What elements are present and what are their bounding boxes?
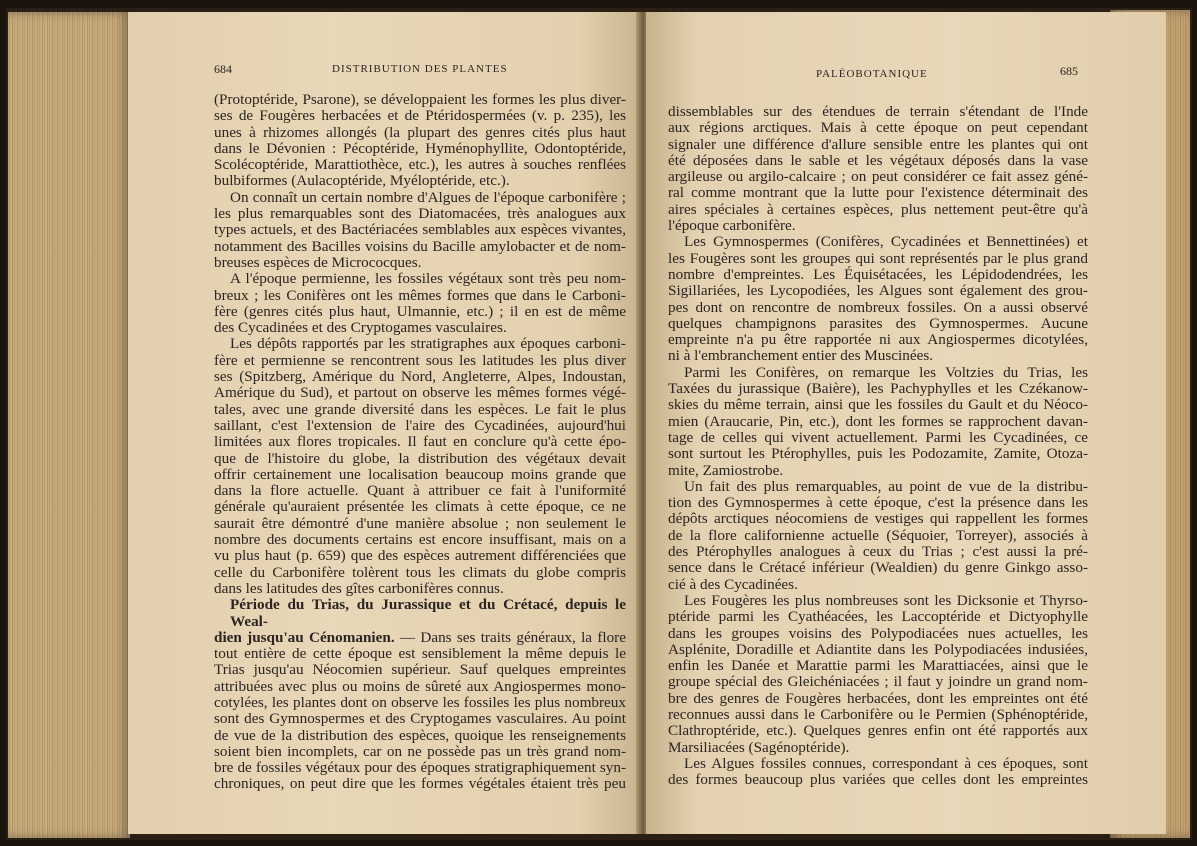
text-line: tout entière de cette époque est sensiblement la même depuis le (214, 645, 626, 663)
text-line: Marsiliacées (Sagénoptéride). (668, 738, 850, 756)
page-edges-left (8, 12, 130, 838)
text-line: ses (Spitzberg, Amérique du Nord, Angleterre, Alpes, Indoustan, (214, 368, 626, 386)
text-line: Sigillariées, les Lycopodiées, les Algues sont également des grou- (668, 282, 1088, 300)
right-body-text (668, 104, 1088, 788)
section-heading: Période du Trias, du Jurassique et du Crétacé, depuis le Weal- (230, 596, 626, 630)
text-line: Scolécoptéride, Marattiothèce, etc.), les autres à souches renflées (214, 156, 626, 174)
text-line: été déposées dans le sable et les végétaux déposés dans la vase (668, 151, 1088, 169)
text-line: ses de Fougères herbacées et de Ptéridospermées (v. p. 235), les (214, 107, 626, 125)
text-line: argileuse ou argilo-calcaire ; on peut considérer ce fait assez géné- (668, 168, 1088, 186)
text-line: breux ; les Conifères ont les mêmes formes que dans le Carboni- (214, 286, 626, 304)
text-line: nombre d'empreintes. Les Équisétacées, les Lépidodendrées, les (668, 265, 1088, 283)
text-line: attribuées avec plus ou moins de sûreté aux Angiospermes mono- (214, 677, 626, 695)
text-line: mien (Araucarie, Pin, etc.), dont les formes se rapprochent davan- (668, 412, 1088, 430)
text-line: Amérique du Sud), et partout on observe les mêmes formes végé- (214, 384, 626, 402)
text-line: signaler une différence d'allure sensible entre les plantes qui ont (668, 135, 1088, 153)
left-body-text (214, 92, 626, 793)
text-line: pes dont on rencontre de nombreux fossiles. On a aussi observé (668, 298, 1088, 316)
text-line: l'époque carbonifère. (668, 217, 796, 235)
text-line: dissemblables sur des étendues de terrain s'étendant de l'Inde (668, 103, 1088, 120)
text-line-segment: — Dans ses traits généraux, la flore (399, 628, 626, 646)
text-line: ptéride parmi les Cyathéacées, les Laccoptéride et Dictyophylle (668, 608, 1088, 626)
text-line: les Fougères sont les groupes qui sont représentés par le plus grand (668, 249, 1088, 267)
text-line: unes à rhizomes allongés (la plupart des genres cités plus haut (214, 123, 626, 141)
text-line: cotylées, les plantes dont on observe les fossiles les plus nombreux (214, 693, 626, 711)
left-page-number: 684 (214, 62, 232, 76)
text-line: groupe spécial des Gleichéniacées ; il faut y joindre un grand nom- (668, 673, 1088, 691)
left-running-head: DISTRIBUTION DES PLANTES (332, 63, 508, 75)
text-line: sence dans le Crétacé inférieur (Wealdien) du genre Ginkgo asso- (668, 559, 1088, 577)
text-line: types actuels, et des Bactériacées semblables aux espèces vivantes, (214, 221, 626, 239)
left-page (128, 12, 640, 834)
text-line: dans la flore actuelle. Quant à attribuer ce fait à l'uniformité (214, 482, 626, 500)
text-line: bre de fossiles végétaux pour des époques stratigraphiquement syn- (214, 759, 626, 777)
text-line: fère (genres cités plus haut, Ulmannie, etc.) ; il en est de même (214, 302, 626, 320)
text-line: aux régions arctiques. Mais à cette époque on peut cependant (668, 119, 1088, 137)
text-line: offrir certainement une localisation beaucoup moins grande que (214, 465, 626, 483)
text-line: vu plus haut (p. 659) que des espèces autrement différenciées que (214, 547, 626, 565)
text-line: tion des Gymnospermes à cette époque, c'est la présence dans les (668, 494, 1088, 512)
right-page (646, 12, 1166, 834)
text-line: Les Fougères les plus nombreuses sont les Dicksonie et Thyrso- (684, 591, 1088, 609)
text-line: breuses espèces de Micrococques. (214, 253, 422, 271)
text-line: mite, Zamiostrobe. (668, 461, 784, 479)
text-line: soient bien incomplets, car on ne possède pas un très grand nom- (214, 742, 626, 760)
text-line: des Ptérophylles analogues à ceux du Trias ; c'est aussi la pré- (668, 543, 1088, 561)
text-line: que de l'histoire du globe, la distribution des végétaux devait (214, 449, 626, 467)
section-heading-continued: dien jusqu'au Cénomanien. (214, 628, 395, 646)
text-line: empreinte n'a pu être rapportée ni aux Angiospermes dicotylées, (668, 331, 1088, 349)
text-line: dans le Dévonien : Pécoptéride, Hyménophyllite, Odontoptéride, (214, 139, 626, 157)
text-line: ni à l'embranchement entier des Muscinées. (668, 347, 934, 365)
text-line: bulbiformes (Aulacoptéride, Myéloptéride, etc.). (214, 172, 510, 190)
text-line: Un fait des plus remarquables, au point de vue de la distribu- (684, 477, 1088, 495)
right-page-number: 685 (1060, 64, 1078, 78)
text-line: fère et permienne se rencontrent sous les latitudes les plus diver (214, 351, 626, 369)
text-line: Parmi les Conifères, on remarque les Voltzies du Trias, les (684, 363, 1088, 381)
text-line: saillant, c'est l'extension de l'aire des Cycadinées, aujourd'hui (214, 416, 626, 434)
text-line: dans les latitudes des gîtes carbonifères connus. (214, 579, 504, 597)
text-line: de vue de la distribution des espèces, quoique les renseignements (214, 726, 626, 744)
text-line: aires spéciales à certaines espèces, plus nettement peut-être qu'à (668, 200, 1088, 218)
text-line: Les dépôts rapportés par les stratigraphes aux époques carboni- (230, 335, 626, 353)
text-line: enfin les Danée et Marattie parmi les Marattiacées, ainsi que le (668, 657, 1088, 675)
text-line: cié à des Cycadinées. (668, 575, 798, 593)
text-line: Taxées du jurassique (Baière), les Pachyphylles et les Czékanow- (668, 380, 1088, 398)
text-line: Les Gymnospermes (Conifères, Cycadinées et Bennettinées) et (684, 233, 1088, 251)
text-line: quelques champignons parasites des Gymnospermes. Aucune (668, 314, 1088, 332)
text-line: Clathroptéride, etc.). Quelques genres enfin ont été rapportés aux (668, 722, 1088, 740)
text-line: Les Algues fossiles connues, correspondant à ces époques, sont (684, 754, 1088, 772)
text-line: chroniques, on peut dire que les formes végétales étaient très peu (214, 775, 626, 793)
text-line: nombre des documents certains est encore insuffisant, mais on a (214, 531, 626, 549)
text-line: bre des genres de Fougères herbacées, dont les empreintes ont été (668, 689, 1088, 707)
text-line: sont surtout les Ptérophylles, puis les Podozamite, Zamite, Otoza- (668, 445, 1088, 463)
text-line: On connaît un certain nombre d'Algues de l'époque carbonifère ; (230, 188, 626, 206)
text-line: skies du même terrain, ainsi que les fossiles du Gault et du Néoco- (668, 396, 1088, 414)
text-line: les plus remarquables sont des Diatomacées, très analogues aux (214, 205, 626, 223)
text-line: celle du Carbonifère tolèrent tous les climats du globe compris (214, 563, 626, 581)
text-line: des Cycadinées et des Cryptogames vasculaires. (214, 319, 507, 337)
text-line: tage de celles qui vivent actuellement. Parmi les Cycadinées, ce (668, 428, 1088, 446)
text-line: dépôts arctiques néocomiens de vestiges qui rappellent les formes (668, 510, 1088, 528)
text-line: limitées aux flores tropicales. Il faut en conclure qu'à cette épo- (214, 433, 626, 451)
text-line: des formes beaucoup plus variées que celles dont les empreintes (668, 771, 1088, 789)
text-line: de la flore californienne actuelle (Séquoier, Torreyer), associés à (668, 526, 1088, 544)
text-line: générale qu'auraient présentée les climats à cette époque, ce ne (214, 498, 626, 516)
text-line: notamment des Bacilles voisins du Bacille amylobacter et de nom- (214, 237, 626, 255)
text-line: sont des Gymnospermes et des Cryptogames vasculaires. Au point (214, 710, 626, 728)
text-line: tales, avec une grande diversité dans les espèces. Le fait le plus (214, 400, 626, 418)
text-line: Asplénite, Doradille et Adiantite dans les Polypodiacées indusiées, (668, 640, 1088, 658)
text-line: reconnues aussi dans le Carbonifère ou le Permien (Sphénoptéride, (668, 705, 1088, 723)
text-line: saurait être démontré d'une manière absolue ; non seulement le (214, 514, 626, 532)
text-line: dans les groupes voisins des Polypodiacées nues actuelles, les (668, 624, 1088, 642)
text-line (214, 630, 626, 646)
text-line: Trias jusqu'au Néocomien supérieur. Sauf quelques empreintes (214, 661, 626, 679)
right-running-head: PALÉOBOTANIQUE (816, 68, 928, 80)
text-line: A l'époque permienne, les fossiles végétaux sont très peu nom- (230, 270, 626, 288)
text-line: ral comme montrant que la lutte pour l'existence déterminait des (668, 184, 1088, 202)
text-line: (Protoptéride, Psarone), se développaient les formes les plus diver- (214, 91, 626, 108)
